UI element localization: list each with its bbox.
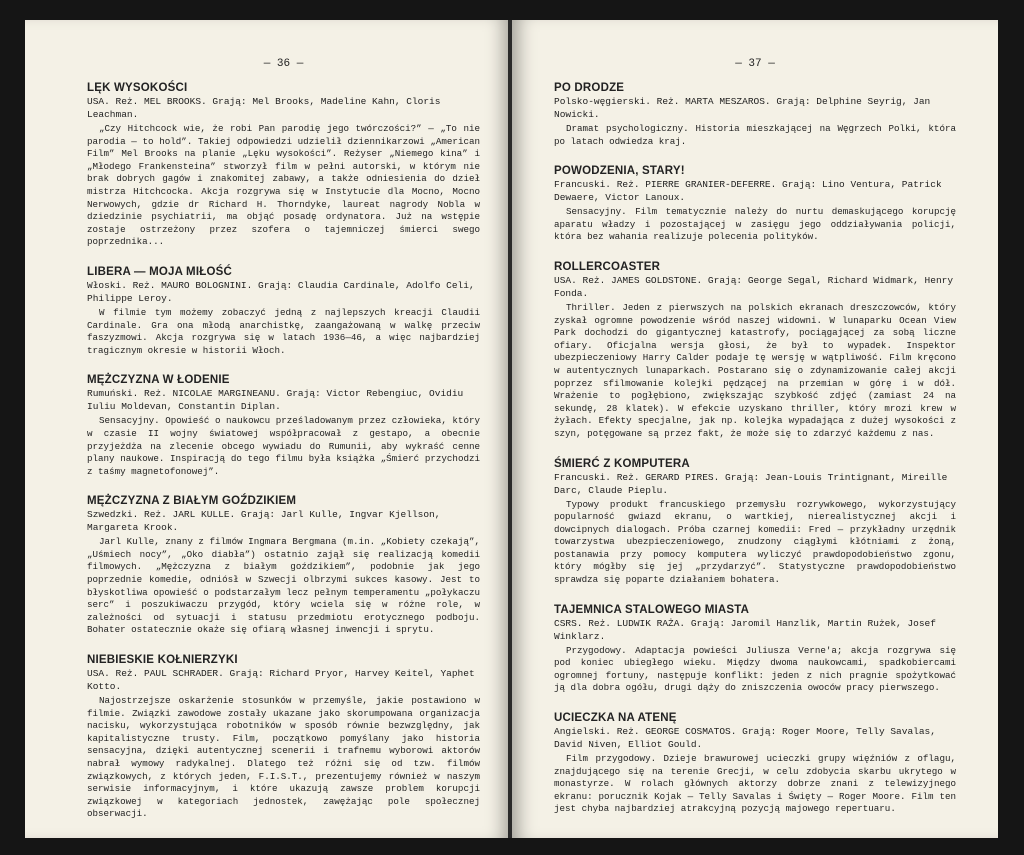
film-description: Film przygodowy. Dzieje brawurowej ucieczki grupy więźniów z oflagu, znajdującego się na terenie Grecji, w celu zdobycia skarbu ukrytego w monastyrze. W rolach głównych aktorzy dobrze znani z telewizyjnego ekranu: porucznik Kojak — Telly Savalas i Święty — Roger Moore. Film ten jest chyba najbardziej atrakcyjną pozycją majowego repertuaru. bbox=[554, 753, 956, 815]
film-entry bbox=[554, 82, 956, 148]
film-title: PO DRODZE bbox=[554, 82, 625, 94]
film-title: LĘK WYSOKOŚCI bbox=[87, 82, 188, 94]
film-title: MĘŻCZYZNA W ŁODENIE bbox=[87, 374, 230, 387]
film-description: Typowy produkt francuskiego przemysłu rozrywkowego, wykorzystujący popularność gwiazd ekranu, o wartkiej, nierealistycznej akcji i dowcipnych dialogach. Próba czarnej komedii: Fred — przykładny urzędnik towarzystwa ubezpieczeniowego, znudzony ciągłymi kłótniami z żoną, postanawia przy pomocy komputera wyliczyć prawdopodobieństwo zgonu, który mógłby się jej „przydarzyć”. Statystyczne prawdopodobieństwo sprawdza się poparte działaniem bohatera. bbox=[554, 498, 956, 586]
film-credits: USA. Reż. MEL BROOKS. Grają: Mel Brooks, Madeline Kahn, Cloris Leachman. bbox=[87, 96, 441, 120]
film-credits: Francuski. Reż. GERARD PIRES. Grają: Jean-Louis Trintignant, Mireille Darc, Claude Pieplu. bbox=[554, 471, 948, 496]
film-title: ŚMIERĆ Z KOMPUTERA bbox=[554, 457, 690, 470]
film-credits: Rumuński. Reż. NICOLAE MARGINEANU. Grają: Victor Rebengiuc, Ovidiu Iuliu Moldevan, Constantin Diplan. bbox=[87, 388, 464, 413]
film-credits: CSRS. Reż. LUDWIK RAŻA. Grają: Jaromil Hanzlik, Martin Rużek, Josef Winklarz. bbox=[554, 617, 936, 642]
film-title: ROLLERCOASTER bbox=[554, 260, 661, 273]
left-page bbox=[25, 20, 510, 838]
film-entry bbox=[554, 261, 956, 441]
film-credits: Szwedzki. Reż. JARL KULLE. Grają: Jarl Kulle, Ingvar Kjellson, Margareta Krook. bbox=[87, 509, 441, 534]
film-entry bbox=[87, 654, 480, 821]
film-entry bbox=[87, 266, 480, 357]
film-description: W filmie tym możemy zobaczyć jedną z najlepszych kreacji Claudii Cardinale. Gra ona młodą anarchistkę, zaangażowaną w walkę przeciw faszyzmowi. Akcja rozgrywa się w latach 1936—46, a więc najbardziej tragicznym okresie w historii Włoch. bbox=[87, 306, 480, 356]
film-entry bbox=[554, 604, 956, 695]
film-credits: USA. Reż. PAUL SCHRADER. Grają: Richard Pryor, Harvey Keitel, Yaphet Kotto. bbox=[87, 668, 475, 693]
film-credits: Polsko-węgierski. Reż. MARTA MESZAROS. Grają: Delphine Seyrig, Jan Nowicki. bbox=[554, 96, 931, 120]
film-entry bbox=[87, 82, 480, 249]
film-description: Najostrzejsze oskarżenie stosunków w przemyśle, jakie postawiono w filmie. Związki zawodowe zostały ukazane jako skorumpowana organizacja nacisku, wykorzystująca robotników w sposób równie bezwzględny, jak kapitalistyczne trusty. Film, początkowo pomyślany jako historia sensacyjna, dzięki autentycznej scenerii i trafnemu wyborowi aktorów nabrał wymowy radykalnej. Dlatego też różni się od tzw. filmów związkowych, z których jeden, F.I.S.T., prezentujemy również w naszym serwisie informacyjnym, i które ukazują zawsze problem korupcji związkowej w kategoriach jednostek, zawężając pole społecznej obserwacji. bbox=[87, 695, 480, 820]
film-description: Sensacyjny. Opowieść o naukowcu prześladowanym przez człowieka, który w czasie II wojny światowej współpracował z gestapo, a obecnie przyjeżdża na zlecenie obcego wywiadu do Rumunii, aby wykraść cenne plany naukowe. Inspiracją do tego filmu była książka „Śmierć przychodzi z taśmy magnetofonowej”. bbox=[87, 415, 480, 477]
film-description: Jarl Kulle, znany z filmów Ingmara Bergmana (m.in. „Kobiety czekają”, „Uśmiech nocy”, „Oko diabła”) ostatnio zajął się realizacją komedii filmowych. „Mężczyzna z białym goździkiem”, podobnie jak jego poprzednie komedie, odniósł w Szwecji olbrzymi sukces kasowy. Jest to błyskotliwa opowieść o podstarzałym lecz pełnym temperamentu „połykaczu serc” i poszukiwaczu przygód, który wciela się w różne role, w zależności od sytuacji i statusu przedmiotu erotycznego podboju. Bohater ostatecznie okaże się ofiarą własnej inwencji i sprytu. bbox=[87, 536, 480, 636]
right-page bbox=[512, 20, 998, 838]
film-title: LIBERA — MOJA MIŁOŚĆ bbox=[87, 265, 232, 278]
film-credits: Angielski. Reż. GEORGE COSMATOS. Grają: Roger Moore, Telly Savalas, David Niven, Elliot Gould. bbox=[554, 726, 936, 751]
film-description: „Czy Hitchcock wie, że robi Pan parodię jego twórczości?” — „To nie parodia — to hold”. Takiej odpowiedzi udzielił dziennikarzowi „American Film” Mel Brooks na planie „Lęku wysokości”. Reżyser „Niemego kina” i „Młodego Frankensteina” stworzył film w pełni autorski, w którym nie brak dobrych gagów i znakomitej zabawy, a także odniesienia do dzieł mistrza Hitchcocka. Akcja rozgrywa się w Instytucie dla Mocno, Mocno Nerwowych, gdzie dr Richard H. Thorndyke, laureat nagrody Nobla w dziedzinie psychiatrii, ma objąć posadę ordynatora. Już na wstępie zostaje ostrzeżony przez szofera o tajemniczej śmierci swego poprzednika... bbox=[87, 123, 480, 248]
film-entry bbox=[554, 458, 956, 587]
film-title: MĘŻCZYZNA Z BIAŁYM GOŹDZIKIEM bbox=[87, 495, 297, 508]
film-title: POWODZENIA, STARY! bbox=[554, 165, 685, 178]
page-number: — 36 — bbox=[263, 58, 304, 70]
film-description: Thriller. Jeden z pierwszych na polskich ekranach dreszczowców, który zyskał ogromne powodzenie wśród naszej widowni. W lunaparku Ocean View Park dochodzi do gigantycznej katastrofy, pociągającej za sobą liczne ofiary. Oficjalna wersja głosi, że był to wypadek. Inspektor ubezpieczeniowy Harry Calder podaje tę wersję w wątpliwość. Film kręcono w autentycznych lunaparkach. Postarano się o zdynamizowanie całej akcji poprzez sfilmowanie kolejki pędzącej na przemian w górę i w dół. Wrażenie to pogłębiono, zwiększając szybkość zdjęć (zamiast 24 na sekundę, 28 klatek). W efekcie uzyskano thriller, który mrozi krew w żyłach. Efekty specjalne, jak np. kolejka wypadająca z dużej wysokości z szyn, potęgowane są przez fakt, że może się to zdarzyć każdemu z nas. bbox=[554, 301, 956, 439]
film-entry bbox=[87, 374, 480, 478]
film-credits: Włoski. Reż. MAURO BOLOGNINI. Grają: Claudia Cardinale, Adolfo Celi, Philippe Leroy. bbox=[87, 279, 475, 304]
film-description: Sensacyjny. Film tematycznie należy do nurtu demaskującego korupcję aparatu władzy i pozostającej w zasięgu jego oddziaływania policji, która bez wahania realizuje polecenia polityków. bbox=[554, 206, 956, 243]
film-description: Dramat psychologiczny. Historia mieszkającej na Węgrzech Polki, która po latach odwiedza kraj. bbox=[554, 123, 956, 147]
film-credits: Francuski. Reż. PIERRE GRANIER-DEFERRE. Grają: Lino Ventura, Patrick Dewaere, Victor Lanoux. bbox=[554, 179, 942, 204]
film-entry bbox=[87, 495, 480, 637]
film-description: Przygodowy. Adaptacja powieści Juliusza Verne'a; akcja rozgrywa się pod koniec ubiegłego wieku. Między dwoma naukowcami, spadkobiercami ogromnej fortuny, następuje konflikt: jeden z nich pragnie spożytkować ją dla dobra ogółu, drugi dąży do zniszczenia owoców pracy pierwszego. bbox=[554, 644, 956, 694]
film-entry bbox=[554, 712, 956, 816]
film-title: NIEBIESKIE KOŁNIERZYKI bbox=[87, 654, 238, 667]
film-entry bbox=[554, 165, 956, 244]
page-number: — 37 — bbox=[735, 58, 775, 70]
film-credits: USA. Reż. JAMES GOLDSTONE. Grają: George Segal, Richard Widmark, Henry Fonda. bbox=[554, 274, 954, 299]
film-title: UCIECZKA NA ATENĘ bbox=[554, 712, 677, 725]
film-title: TAJEMNICA STALOWEGO MIASTA bbox=[554, 603, 750, 616]
